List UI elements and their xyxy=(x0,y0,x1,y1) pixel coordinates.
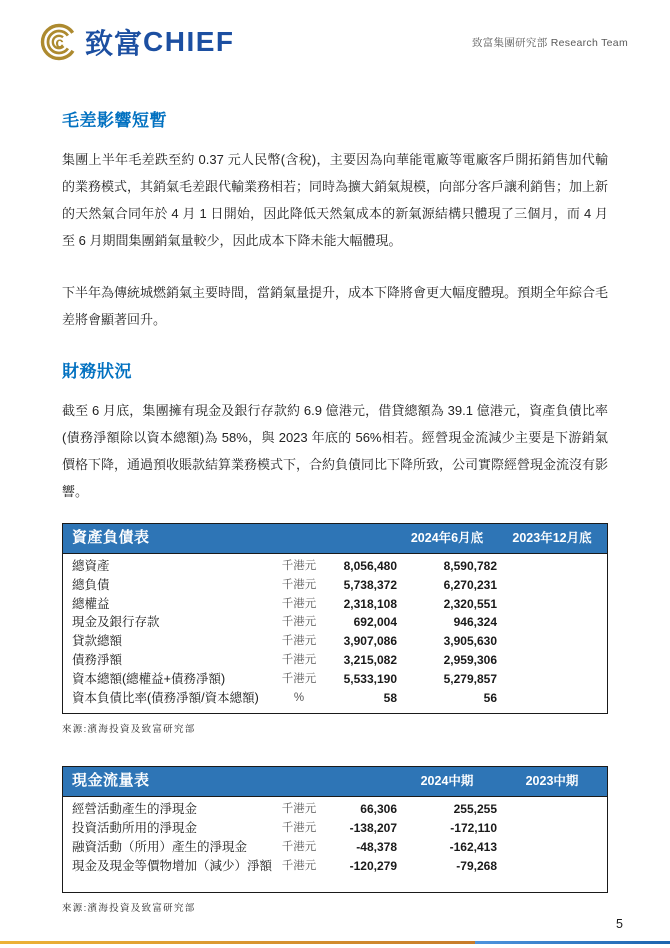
row-unit: 千港元 xyxy=(281,635,317,648)
row-spacer xyxy=(497,800,607,819)
row-unit: % xyxy=(293,691,305,704)
paragraph-margin-1: 集團上半年毛差跌至約 0.37 元人民幣(含稅)，主要因為向華能電廠等電廠客戶開拓銷售加代輸的業務模式，其銷氣毛差跟代輸業務相若；同時為擴大銷氣規模，向部分客戶讓利銷售；加上新的天然氣合同年於 4 月 1 日開始，因此降低天然氣成本的新氣源結構只體現了三個月，而 4 月至 6 月期間集團銷氣量較少，因此成本下降未能大幅體現。 xyxy=(62,152,609,248)
row-spacer xyxy=(497,613,607,632)
row-label: 融資活動（所用）產生的淨現金 xyxy=(72,839,248,854)
row-value-current: -48,378 xyxy=(356,839,397,854)
row-spacer xyxy=(497,651,607,670)
row-value-current: 8,056,480 xyxy=(343,559,397,573)
row-unit: 千港元 xyxy=(281,803,317,816)
row-spacer xyxy=(497,857,607,876)
row-value-prior: 5,279,857 xyxy=(443,671,497,686)
row-value-prior: -172,110 xyxy=(450,821,497,836)
row-value-prior: -79,268 xyxy=(456,858,497,873)
table-row xyxy=(63,670,607,689)
row-value-current: 66,306 xyxy=(360,802,397,817)
column-header-2024: 2024年6月底 xyxy=(410,530,484,545)
row-value-current: 692,004 xyxy=(353,615,397,630)
row-value-prior: 3,905,630 xyxy=(443,634,497,649)
footer-rule-gold xyxy=(0,941,475,945)
row-spacer xyxy=(497,838,607,857)
column-header-2024: 2024中期 xyxy=(420,773,474,788)
row-unit: 千港元 xyxy=(281,840,317,853)
row-value-prior: 8,590,782 xyxy=(443,559,497,573)
row-unit: 千港元 xyxy=(281,859,317,872)
row-unit: 千港元 xyxy=(281,578,317,591)
row-spacer xyxy=(497,557,607,576)
table-row xyxy=(63,576,607,595)
svg-text:c: c xyxy=(55,34,64,52)
footer-rule-blue xyxy=(475,941,670,945)
content-area xyxy=(62,0,608,914)
table-row xyxy=(63,557,607,576)
logo-text-cn: 致富 xyxy=(85,28,144,59)
balance-sheet-header xyxy=(63,524,607,554)
row-value-current: 2,318,108 xyxy=(343,596,397,611)
row-unit: 千港元 xyxy=(281,616,317,629)
row-value-current: 5,533,190 xyxy=(343,671,397,686)
row-unit: 千港元 xyxy=(281,597,317,610)
cash-flow-table xyxy=(62,766,608,892)
row-unit: 千港元 xyxy=(281,672,317,685)
paragraph-margin-2: 下半年為傳統城燃銷氣主要時間，當銷氣量提升，成本下降將會更大幅度體現。預期全年綜合毛差將會顯著回升。 xyxy=(62,285,609,327)
row-value-current: 3,907,086 xyxy=(343,634,397,649)
row-spacer xyxy=(497,595,607,614)
row-label: 經營活動產生的淨現金 xyxy=(72,802,198,817)
column-header-2023: 2023中期 xyxy=(525,773,579,788)
balance-sheet-rows xyxy=(63,554,607,713)
row-unit: 千港元 xyxy=(281,653,317,666)
row-spacer xyxy=(497,576,607,595)
row-value-current: -120,279 xyxy=(349,858,397,873)
row-value-prior: 255,255 xyxy=(453,802,497,817)
row-label: 債務淨額 xyxy=(72,652,123,667)
page-number: 5 xyxy=(616,917,623,931)
footer-rule xyxy=(0,941,670,945)
row-value-prior: 2,320,551 xyxy=(443,596,497,611)
row-label: 投資活動所用的淨現金 xyxy=(72,821,198,836)
row-value-current: -138,207 xyxy=(349,821,397,836)
cash-flow-header xyxy=(63,767,607,797)
row-value-current: 5,738,372 xyxy=(343,577,397,592)
row-value-prior: 56 xyxy=(483,690,497,705)
row-spacer xyxy=(497,670,607,689)
logo-text-en: CHIEF xyxy=(143,26,235,57)
research-team-label: 致富集團研究部 Research Team xyxy=(471,36,628,49)
column-header-2023: 2023年12月底 xyxy=(512,530,592,545)
table-title: 現金流量表 xyxy=(72,772,150,790)
row-spacer xyxy=(497,689,607,708)
table-row xyxy=(63,800,607,819)
table-source-note: 來源:濱海投資及致富研究部 xyxy=(62,724,196,736)
table-source-note: 來源:濱海投資及致富研究部 xyxy=(62,902,196,914)
row-value-current: 3,215,082 xyxy=(343,652,397,667)
row-value-current: 58 xyxy=(383,690,397,705)
section-heading-financials: 財務狀況 xyxy=(62,362,132,381)
table-title: 資產負債表 xyxy=(72,529,150,546)
row-label: 資本總額(總權益+債務凈額) xyxy=(72,671,226,686)
section-heading-margin: 毛差影響短暫 xyxy=(62,111,167,130)
row-label: 資本負債比率(債務凈額/資本總額) xyxy=(72,690,259,705)
row-label: 總資產 xyxy=(72,559,110,573)
paragraph-financials: 截至 6 月底，集團擁有現金及銀行存款約 6.9 億港元，借貸總額為 39.1 億港元，資產負債比率(債務淨額除以資本總額)為 58%，與 2023 年底的 56%相若。經營現金流減少主要是下游銷氣價格下降，通過預收賬款結算業務模式下，合約負債同比下降所致，公司實際經營現金流沒有影響。 xyxy=(62,403,609,499)
table-row xyxy=(63,838,607,857)
row-unit: 千港元 xyxy=(281,822,317,835)
row-value-prior: -162,413 xyxy=(449,839,497,854)
row-spacer xyxy=(497,632,607,651)
table-row xyxy=(63,819,607,838)
row-value-prior: 6,270,231 xyxy=(443,577,497,592)
table-row xyxy=(63,651,607,670)
row-label: 總負債 xyxy=(72,577,110,592)
table-row xyxy=(63,857,607,876)
table-row xyxy=(63,595,607,614)
row-label: 現金及現金等價物增加（減少）淨額 xyxy=(72,858,273,873)
row-label: 現金及銀行存款 xyxy=(72,615,160,630)
table-row xyxy=(63,613,607,632)
row-label: 總權益 xyxy=(72,596,110,611)
row-value-prior: 946,324 xyxy=(453,615,497,630)
row-label: 貸款總額 xyxy=(72,634,123,649)
row-value-prior: 2,959,306 xyxy=(443,652,497,667)
row-spacer xyxy=(497,819,607,838)
balance-sheet-table xyxy=(62,523,608,714)
cash-flow-rows xyxy=(63,797,607,891)
table-row xyxy=(63,632,607,651)
row-unit: 千港元 xyxy=(281,560,317,572)
table-row xyxy=(63,689,607,708)
